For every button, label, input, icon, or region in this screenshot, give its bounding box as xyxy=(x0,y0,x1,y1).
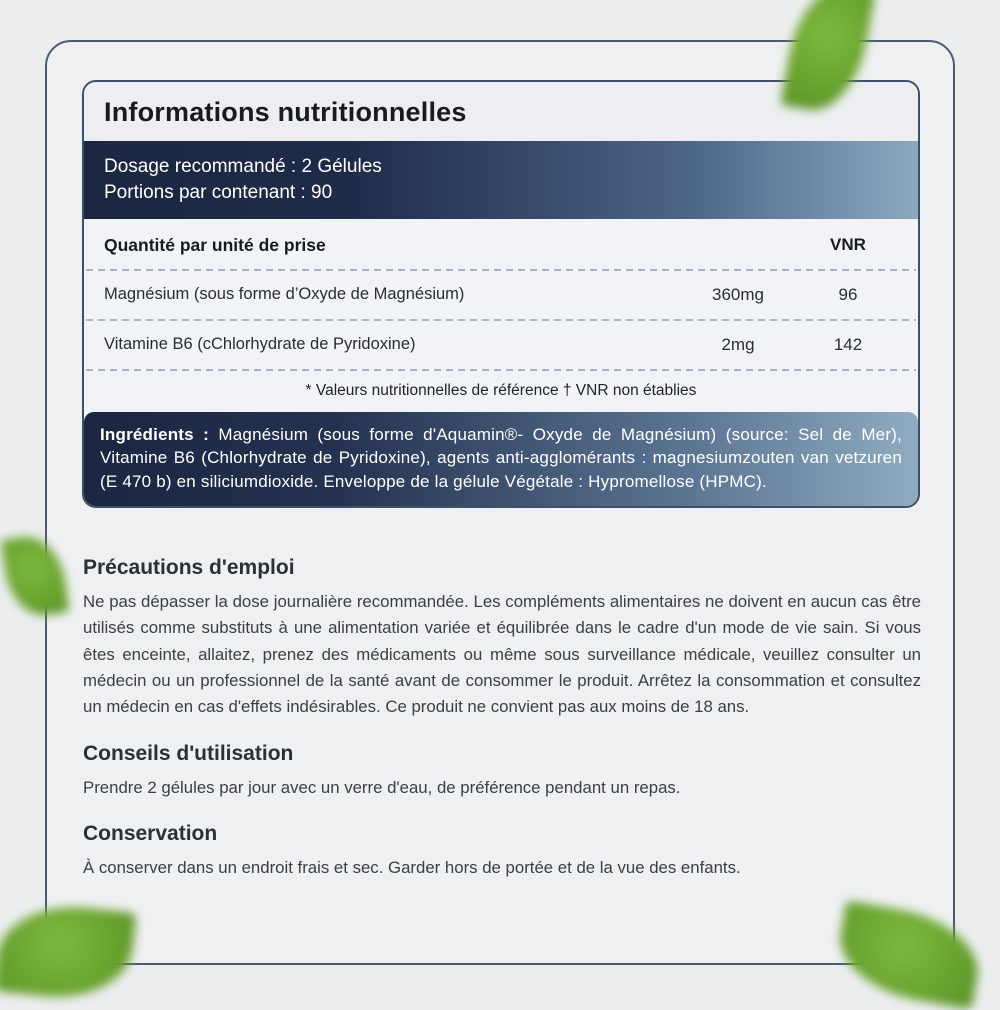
section-usage-advice xyxy=(83,742,921,801)
label-card xyxy=(45,40,955,965)
dosage-line: Dosage recommandé : 2 Gélules xyxy=(104,156,382,177)
ingredients-text: Magnésium (sous forme d'Aquamin®- Oxyde de Magnésium) (source: Sel de Mer), Vitamine B6 (Chlorhydrate de Pyridoxine), agents anti-agglomérants : magnesiumzouten van vetzuren (E 470 b) en siliciumdioxide. Enveloppe de la gélule Végétale : Hypromellose (HPMC). xyxy=(100,424,902,491)
nutrient-name: Vitamine B6 (cChlorhydrate de Pyridoxine) xyxy=(104,335,416,354)
nutrition-facts-panel xyxy=(82,80,920,508)
nutrient-vnr: 96 xyxy=(838,284,858,304)
panel-title: Informations nutritionnelles xyxy=(84,82,918,141)
section-heading: Conservation xyxy=(83,822,218,846)
reference-values-footnote: * Valeurs nutritionnelles de référence † VNR non établies xyxy=(305,381,697,399)
servings-line: Portions par contenant : 90 xyxy=(104,181,333,203)
nutrient-amount: 360mg xyxy=(712,284,764,304)
nutrient-name: Magnésium (sous forme d’Oxyde de Magnésium) xyxy=(104,285,465,304)
section-heading: Précautions d'emploi xyxy=(83,556,295,579)
table-header-row xyxy=(84,219,918,269)
leaf-decoration-bottom-right-icon xyxy=(832,900,987,1009)
leaf-decoration-bottom-left-icon xyxy=(0,899,136,1005)
info-sections xyxy=(83,535,921,882)
section-body: Prendre 2 gélules par jour avec un verre d'eau, de préférence pendant un repas. xyxy=(83,777,681,797)
column-header-vnr: VNR xyxy=(830,235,866,255)
table-row xyxy=(84,271,918,319)
table-row xyxy=(84,321,918,369)
section-storage xyxy=(83,822,921,881)
nutrient-amount: 2mg xyxy=(721,334,755,354)
section-precautions xyxy=(83,556,921,721)
nutrient-vnr: 142 xyxy=(833,334,863,354)
ingredients-label: Ingrédients : xyxy=(100,424,210,444)
section-body: À conserver dans un endroit frais et sec. Garder hors de portée et de la vue des enfants. xyxy=(83,858,741,878)
column-header-quantity: Quantité par unité de prise xyxy=(104,234,326,255)
nutrition-table xyxy=(84,219,918,412)
section-body: Ne pas dépasser la dose journalière recommandée. Les compléments alimentaires ne doivent en aucun cas être utilisés comme substituts à une alimentation variée et équilibrée dans le cadre d'un mode de vie sain. Si vous êtes enceinte, allaitez, prenez des médicaments ou même sous surveillance médicale, veuillez consulter un médecin ou un professionnel de la santé avant de consommer le produit. Arrêtez la consommation et consultez un médecin en cas d'effets indésirables. Ce produit ne convient pas aux moins de 18 ans. xyxy=(83,592,921,717)
section-heading: Conseils d'utilisation xyxy=(83,741,294,765)
ingredients-box xyxy=(84,412,918,506)
dosage-band xyxy=(84,141,918,219)
